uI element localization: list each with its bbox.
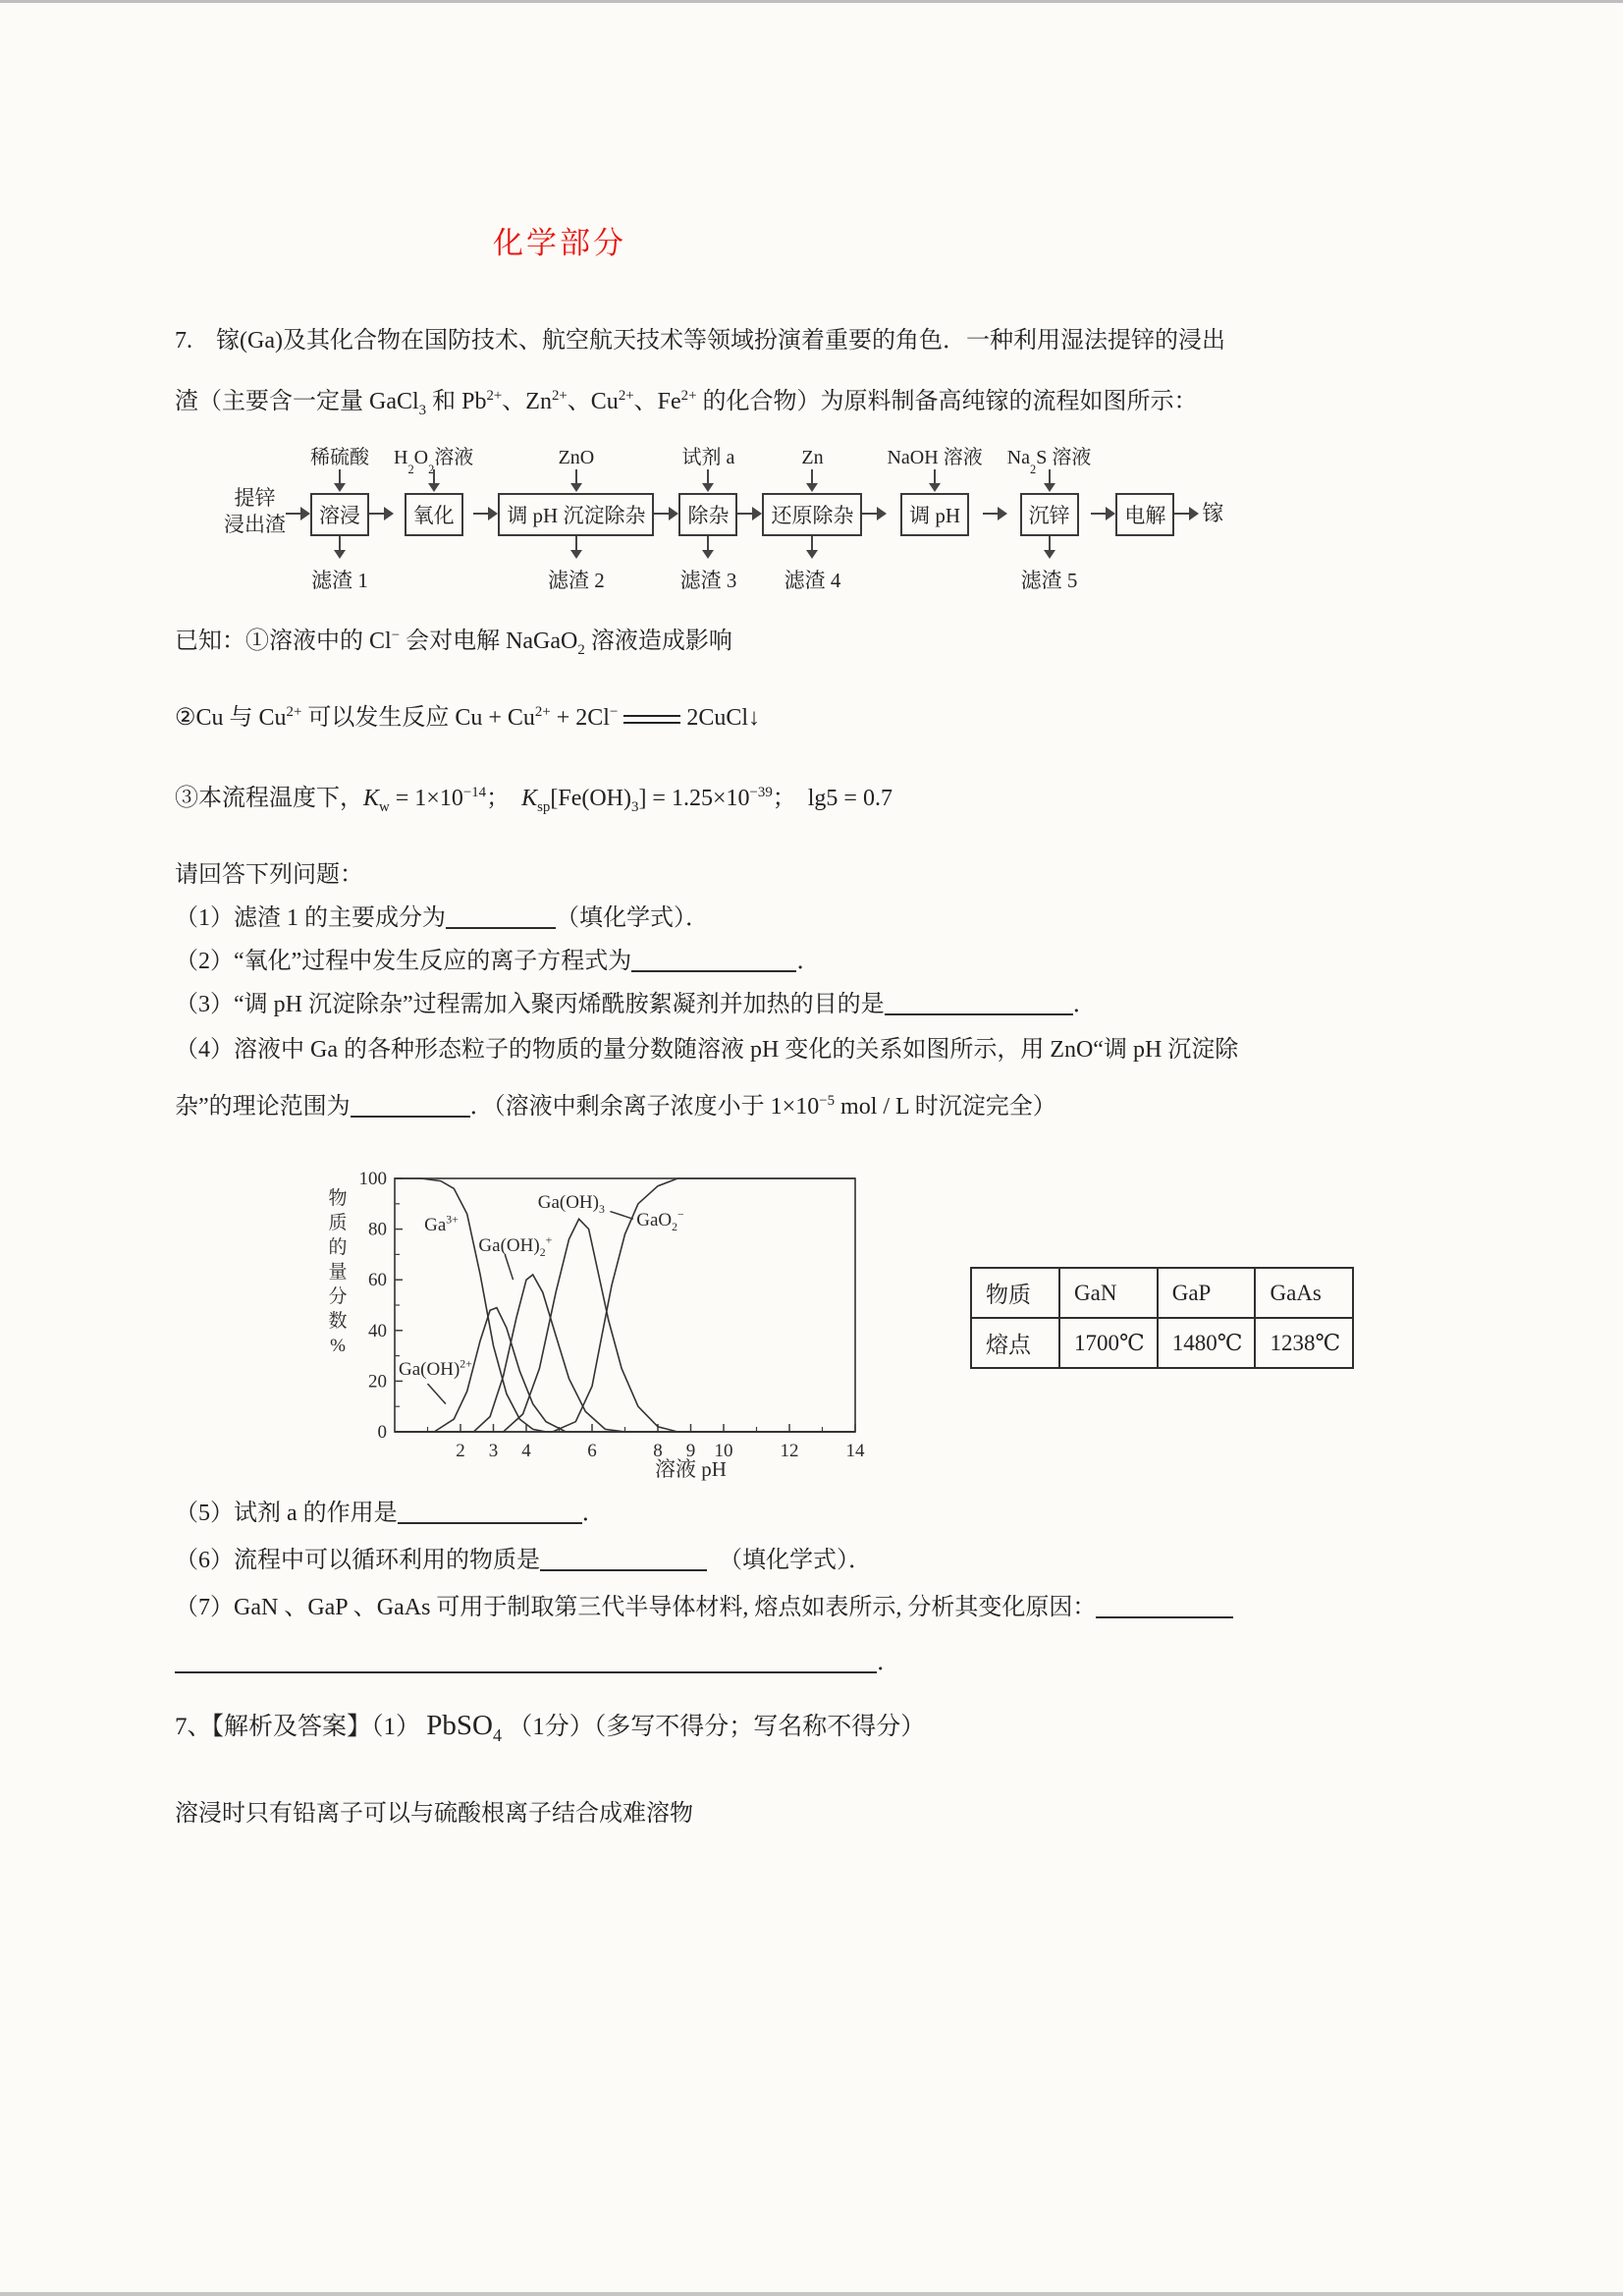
flow-box: 调 pH 沉淀除杂	[498, 493, 654, 536]
flow-step-remove-impurity	[678, 440, 737, 591]
svg-text:12: 12	[780, 1441, 799, 1461]
table-header-substance: 物质	[971, 1268, 1059, 1318]
answer-blank	[631, 949, 796, 972]
arrow-right-icon	[737, 506, 762, 521]
process-flow-diagram	[224, 440, 1500, 591]
table-row	[971, 1318, 1353, 1368]
ga-species-distribution-chart	[218, 1157, 895, 1499]
flow-step-oxidize	[394, 440, 473, 591]
flow-input-label: ZnO	[558, 447, 595, 468]
question-intro-line1: 7. 镓(Ga)及其化合物在国防技术、航空航天技术等领域扮演着重要的角色．一种利用湿法提锌的浸出	[175, 328, 1225, 354]
table-cell-gaas: GaAs	[1255, 1268, 1353, 1318]
flow-step-leach	[310, 440, 369, 591]
question-5-suffix: ．	[581, 1501, 606, 1526]
question-5	[175, 1497, 606, 1530]
arrow-right-icon	[862, 506, 887, 521]
answer-line-2: 溶浸时只有铅离子可以与硫酸根离子结合成难溶物	[175, 1801, 693, 1827]
questions-prompt: 请回答下列问题：	[175, 862, 363, 888]
flow-step-adjust-ph	[887, 440, 982, 591]
question-4-line1: （4）溶液中 Ga 的各种形态粒子的物质的量分数随溶液 pH 变化的关系如图所示，用 ZnO“调 pH 沉淀除	[175, 1037, 1239, 1063]
question-6-suffix: （填化学式）．	[707, 1548, 872, 1573]
table-cell-gap-mp: 1480℃	[1158, 1318, 1256, 1368]
svg-text:9: 9	[685, 1441, 696, 1461]
answer-blank	[175, 1650, 877, 1673]
scan-edge-bottom	[0, 2292, 1623, 2296]
known-item-2-after: 2CuCl↓	[686, 705, 761, 731]
arrow-right-icon	[1091, 506, 1115, 521]
curve-label: $Ga(OH)_2^+$	[478, 1233, 553, 1259]
question-3-suffix: ．	[1072, 992, 1097, 1017]
question-1	[175, 902, 709, 935]
svg-text:溶液 pH: 溶液 pH	[655, 1457, 727, 1481]
flow-step-electrolysis	[1115, 440, 1174, 591]
known-item-1: 已知：①溶液中的 Cl− 会对电解 NaGaO$_2$ 溶液造成影响	[175, 628, 732, 658]
arrow-right-icon	[473, 506, 498, 521]
svg-text:10: 10	[714, 1441, 733, 1461]
flow-output-label: 滤渣 3	[679, 569, 737, 592]
flow-step-adjust-ph-precipitate	[498, 440, 654, 591]
svg-text:8: 8	[653, 1441, 663, 1461]
flow-output-label: 滤渣 2	[548, 569, 605, 592]
question-4-suffix: ．（溶液中剩余离子浓度小于 $1\times 10^{-5}$ mol / L 时沉淀完全）	[469, 1093, 1056, 1120]
question-7-cont-suffix: ．	[877, 1650, 900, 1675]
answer-blank	[398, 1501, 582, 1524]
question-2-text: （2）“氧化”过程中发生反应的离子方程式为	[175, 949, 632, 974]
question-4-line2	[175, 1090, 1056, 1123]
question-3-text: （3）“调 pH 沉淀除杂”过程需加入聚丙烯酰胺絮凝剂并加热的目的是	[175, 992, 885, 1017]
svg-text:80: 80	[368, 1219, 387, 1240]
question-5-text: （5）试剂 a 的作用是	[175, 1501, 398, 1526]
flow-product-label: 镓	[1202, 501, 1224, 525]
double-line-equals-icon	[623, 715, 680, 724]
question-4-text: 杂”的理论范围为	[175, 1094, 351, 1120]
arrow-right-icon	[286, 506, 310, 521]
svg-text:量: 量	[328, 1262, 348, 1283]
question-3	[175, 988, 1097, 1021]
table-cell-gan-mp: 1700℃	[1059, 1318, 1158, 1368]
table-cell-gan: GaN	[1059, 1268, 1158, 1318]
svg-text:20: 20	[368, 1371, 387, 1393]
curve-label: $Ga^{3+}$	[424, 1213, 459, 1236]
known-item-3: ③本流程温度下，$K_w = 1\times 10^{-14}$； $K_{sp}[Fe(OH)_3] = 1.25\times 10^{-39}$； lg5 = 0.7	[175, 785, 893, 815]
page-title: 化学部分	[493, 226, 626, 260]
flow-step-reduction	[762, 440, 862, 591]
answer-blank	[446, 905, 556, 929]
flow-output-label: 滤渣 1	[311, 569, 368, 592]
arrow-right-icon	[369, 506, 394, 521]
flow-box: 调 pH	[900, 493, 969, 536]
flow-input-label: Zn	[801, 447, 824, 468]
question-6-text: （6）流程中可以循环利用的物质是	[175, 1548, 540, 1573]
flow-output-label: 滤渣 5	[1020, 569, 1078, 592]
curve-label: $Ga(OH)_3$	[537, 1191, 605, 1216]
question-7-text: （7）GaN 、GaP 、GaAs 可用于制取第三代半导体材料, 熔点如表所示, 分析其变化原因：	[175, 1595, 1097, 1620]
table-cell-gaas-mp: 1238℃	[1255, 1318, 1353, 1368]
question-7-continuation	[175, 1646, 900, 1679]
flow-box: 沉锌	[1020, 493, 1079, 536]
arrow-right-icon	[654, 506, 678, 521]
question-7	[175, 1591, 1233, 1624]
question-6	[175, 1544, 872, 1577]
melting-point-table	[970, 1267, 1354, 1369]
table-cell-gap: GaP	[1158, 1268, 1256, 1318]
arrow-right-icon	[983, 506, 1007, 521]
flow-source-line1: 提锌	[234, 486, 276, 510]
svg-text:分: 分	[328, 1286, 348, 1307]
scan-edge-top	[0, 0, 1623, 3]
svg-text:质: 质	[328, 1213, 348, 1233]
question-2-suffix: ．	[796, 949, 821, 974]
svg-text:的: 的	[328, 1237, 348, 1258]
arrow-right-icon	[1174, 506, 1199, 521]
flow-box: 溶浸	[310, 493, 369, 536]
question-1-suffix: （填化学式）．	[556, 905, 709, 931]
flow-input-label: NaOH 溶液	[887, 447, 983, 468]
flow-step-zinc-precipitate	[1007, 440, 1092, 591]
svg-text:60: 60	[368, 1270, 387, 1291]
flow-source-label	[224, 485, 286, 538]
table-row	[971, 1268, 1353, 1318]
flow-box: 电解	[1115, 493, 1174, 536]
svg-text:%: %	[330, 1336, 346, 1356]
svg-text:14: 14	[845, 1441, 865, 1461]
curve-label: Ga(OH)$^{2+}$	[399, 1357, 472, 1381]
question-intro-line2: 渣（主要含一定量 GaCl$_3$ 和 $Pb^{2+}$、$Zn^{2+}$、$Cu^{2+}$、$Fe^{2+}$ 的化合物）为原料制备高纯镓的流程如图所示：	[175, 388, 1198, 418]
answer-blank	[885, 992, 1073, 1015]
svg-text:3: 3	[488, 1441, 499, 1461]
curve-label: GaO$_2$−	[636, 1208, 684, 1233]
flow-output-label: 滤渣 4	[784, 569, 841, 592]
svg-text:40: 40	[368, 1320, 387, 1341]
flow-box: 还原除杂	[762, 493, 862, 536]
flow-box: 除杂	[678, 493, 737, 536]
known-item-2-before: ②Cu 与 $Cu^{2+}$ 可以发生反应 $Cu + Cu^{2+} + 2Cl^-$	[175, 704, 619, 731]
flow-input-label: 稀硫酸	[310, 447, 369, 468]
table-header-melting-point: 熔点	[971, 1318, 1059, 1368]
question-2	[175, 945, 820, 978]
flow-source-line2: 浸出渣	[224, 513, 286, 536]
answer-blank	[540, 1548, 707, 1571]
flow-input-label: H 2 O 2 溶液	[394, 447, 474, 476]
flow-input-label: Na 2 S 溶液	[1006, 447, 1092, 476]
svg-text:6: 6	[587, 1441, 597, 1461]
svg-text:数: 数	[328, 1311, 348, 1332]
flow-box: 氧化	[405, 493, 463, 536]
svg-text:2: 2	[456, 1441, 465, 1461]
answer-blank	[351, 1094, 470, 1118]
svg-text:100: 100	[358, 1169, 387, 1189]
svg-text:物: 物	[328, 1188, 348, 1209]
question-1-text: （1）滤渣 1 的主要成分为	[175, 905, 446, 931]
answer-blank	[1096, 1595, 1233, 1618]
svg-text:4: 4	[521, 1441, 531, 1461]
known-item-2	[175, 701, 760, 735]
answer-line-1: 7、【解析及答案】（1） PbSO$_4$ （1分）（多写不得分；写名称不得分）	[175, 1710, 926, 1745]
flow-input-label: 试剂 a	[681, 447, 735, 468]
svg-text:0: 0	[377, 1422, 387, 1443]
